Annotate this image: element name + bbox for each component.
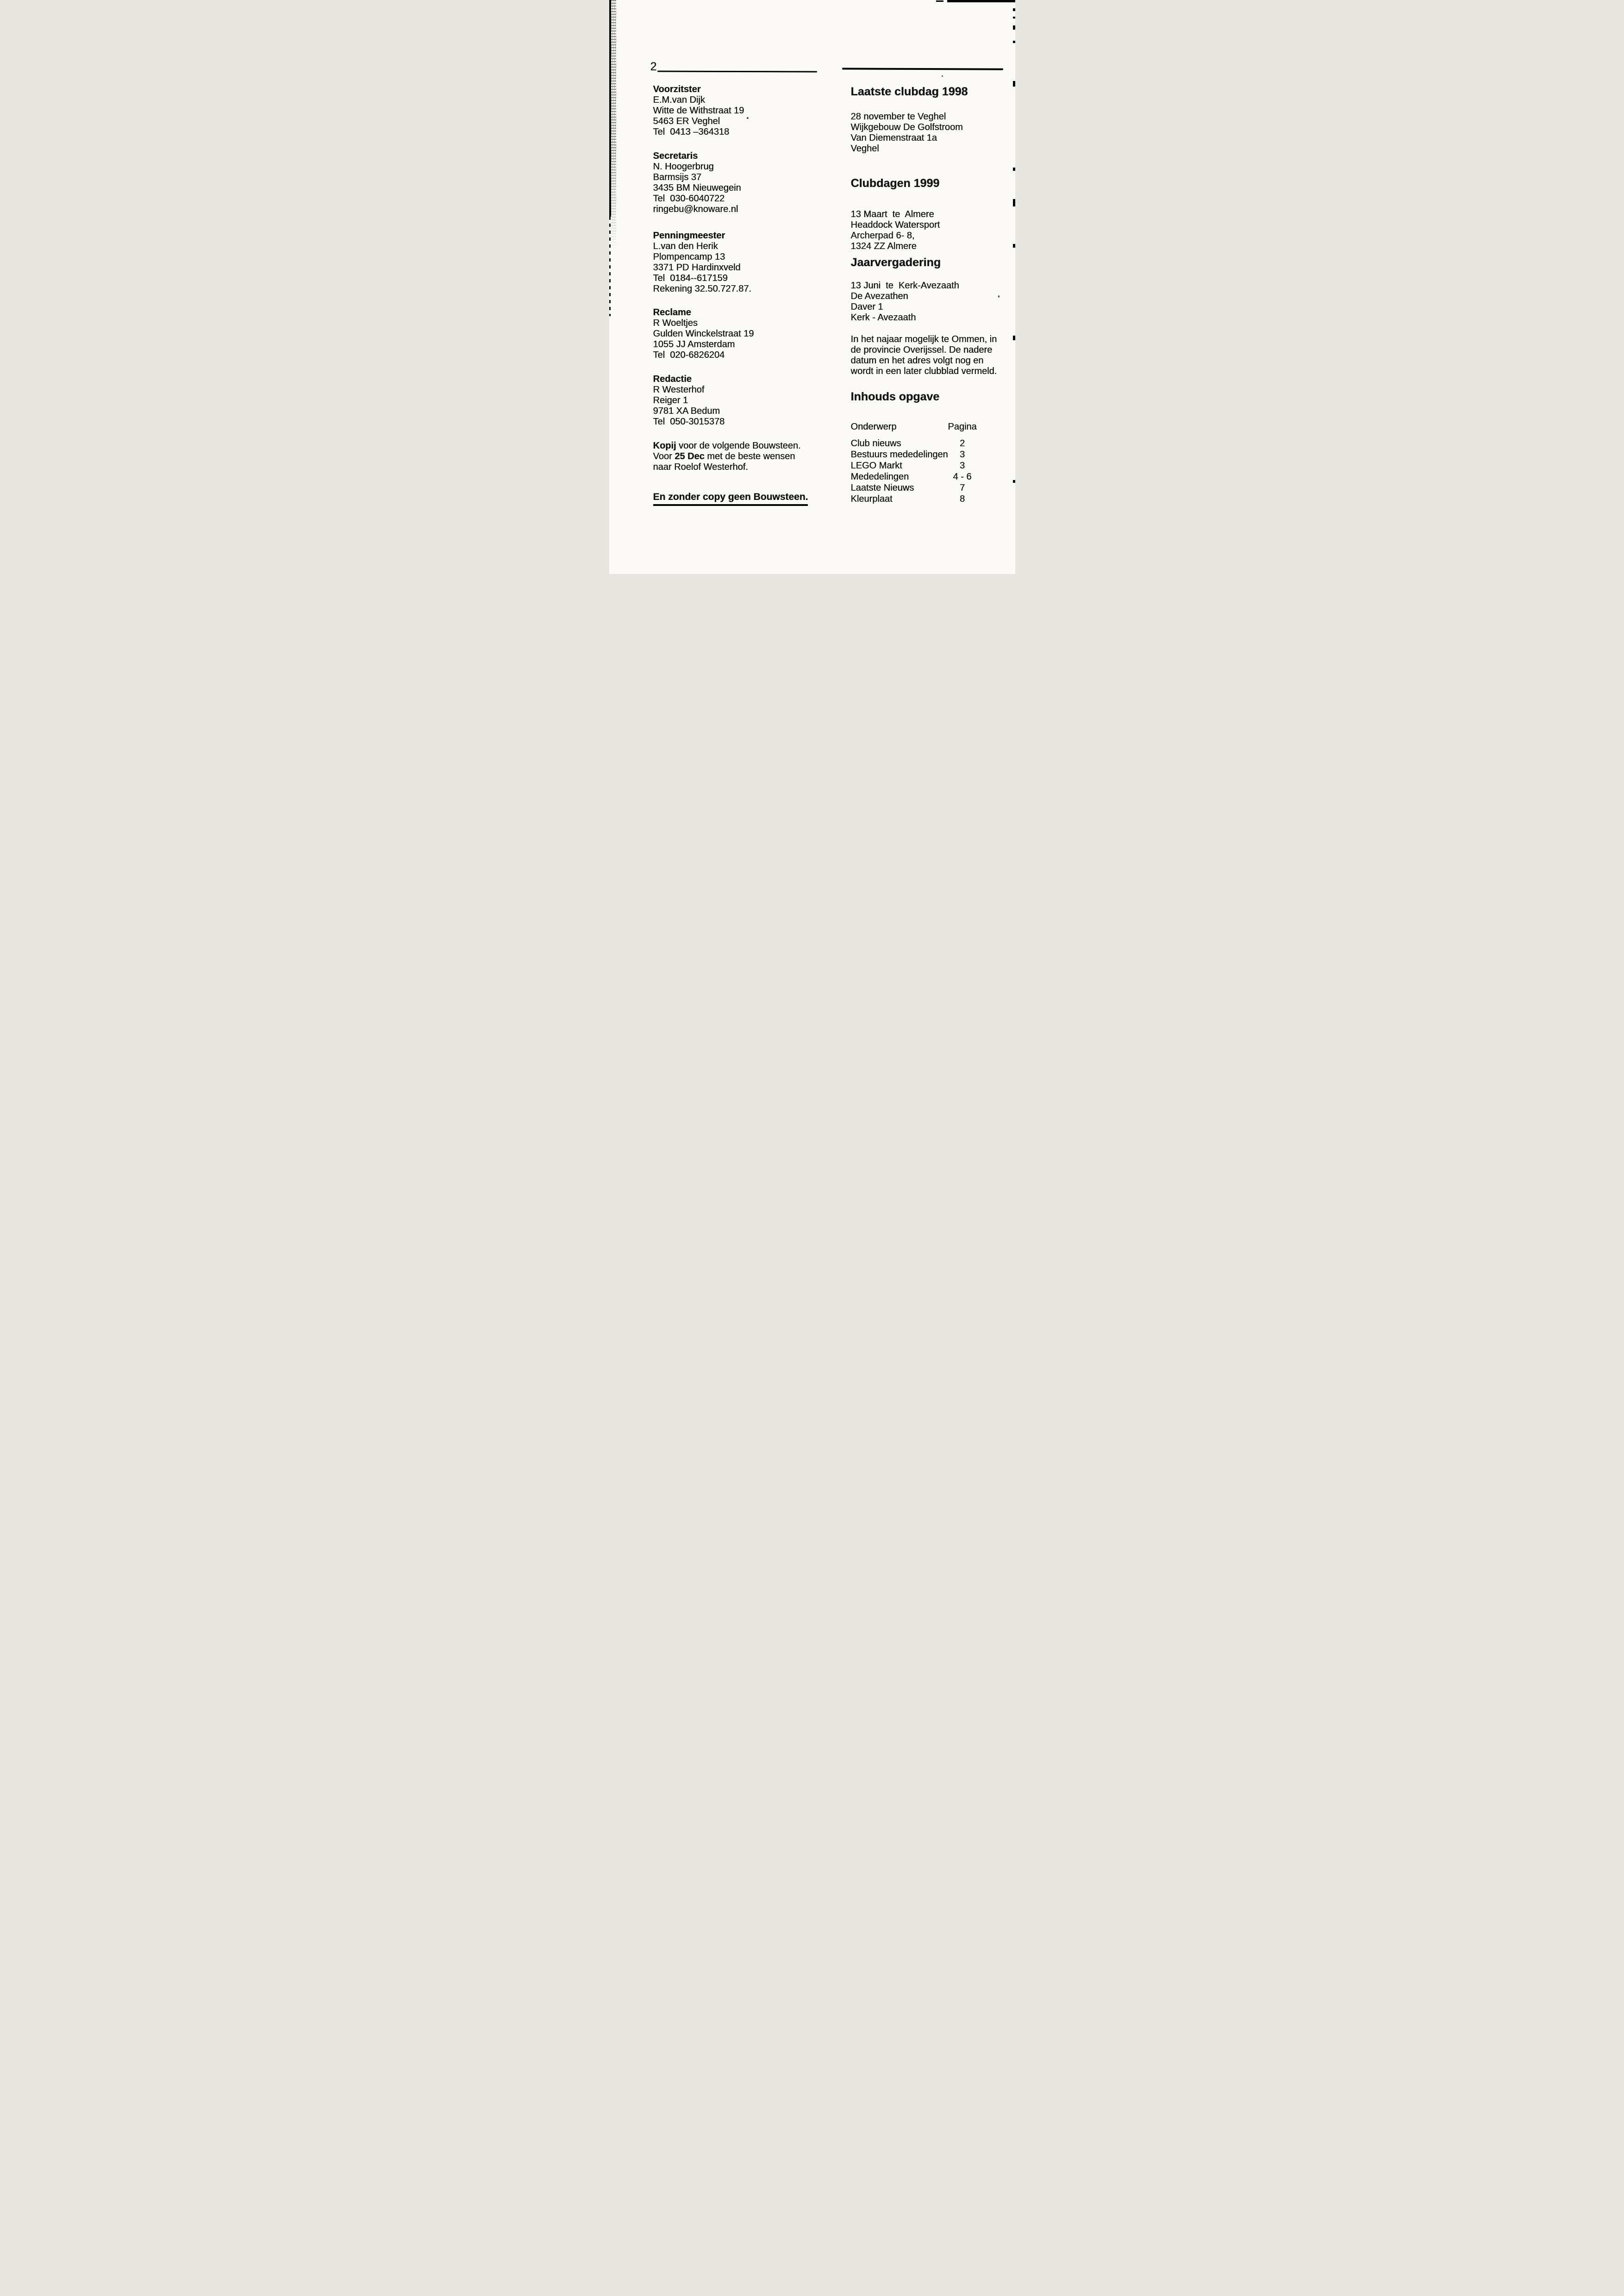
toc-page: 2 bbox=[959, 438, 965, 449]
event-line: 13 Juni te Kerk-Avezaath bbox=[850, 281, 959, 291]
kopij-deadline: 25 Dec bbox=[675, 451, 705, 462]
contact-line: N. Hoogerbrug bbox=[653, 162, 714, 172]
contact-line: Tel 030-6040722 bbox=[653, 193, 725, 204]
contact-line: Plompencamp 13 bbox=[653, 252, 725, 262]
contact-line: Rekening 32.50.727.87. bbox=[653, 284, 751, 294]
scan-right-edge-mark bbox=[1013, 244, 1015, 248]
toc-page: 8 bbox=[959, 494, 965, 504]
scan-right-edge-mark bbox=[1013, 199, 1015, 206]
contact-line: 1055 JJ Amsterdam bbox=[653, 339, 735, 349]
slogan-block bbox=[653, 492, 824, 506]
toc-subject: Laatste Nieuws bbox=[850, 483, 914, 493]
scan-right-edge-mark bbox=[1013, 168, 1015, 171]
contact-line: 3435 BM Nieuwegein bbox=[653, 183, 741, 193]
toc-row bbox=[851, 460, 1013, 471]
kopij-paragraph bbox=[653, 441, 824, 473]
event-line: 28 november te Veghel bbox=[850, 112, 946, 122]
scan-top-right-bar-fragment bbox=[936, 0, 943, 2]
section-heading-laatste-clubdag bbox=[851, 85, 1013, 98]
kopij-line: naar Roelof Westerhof. bbox=[653, 462, 748, 472]
scan-top-right-bar bbox=[947, 0, 1015, 2]
note-line: wordt in een later clubblad vermeld. bbox=[850, 366, 997, 376]
toc-row bbox=[851, 471, 1013, 482]
kopij-text: Voor bbox=[653, 451, 675, 462]
scan-speck bbox=[942, 75, 943, 77]
role-title: Reclame bbox=[653, 307, 691, 318]
kopij-line bbox=[653, 451, 824, 462]
contact-line: Tel 0184--617159 bbox=[653, 273, 728, 283]
contact-line: 9781 XA Bedum bbox=[653, 406, 720, 416]
contact-block-redactie bbox=[653, 374, 824, 427]
contact-block-secretaris bbox=[653, 151, 824, 215]
slogan-text: En zonder copy geen Bouwsteen. bbox=[653, 492, 808, 506]
header-rule-right bbox=[842, 68, 1003, 70]
scan-right-edge-mark bbox=[1013, 8, 1015, 11]
contact-line: 5463 ER Veghel bbox=[653, 116, 720, 126]
toc-subject: Mededelingen bbox=[850, 472, 909, 482]
toc-page: 3 bbox=[959, 449, 965, 460]
event-line: De Avezathen bbox=[850, 291, 908, 301]
note-line: de provincie Overijssel. De nadere bbox=[850, 345, 993, 355]
event-line: 13 Maart te Almere bbox=[850, 209, 934, 219]
contact-line: Reiger 1 bbox=[653, 395, 688, 406]
event-line: Wijkgebouw De Golfstroom bbox=[850, 122, 963, 132]
contact-line: 3371 PD Hardinxveld bbox=[653, 262, 741, 273]
page-number: 2 bbox=[650, 60, 657, 73]
contact-block-voorzitster bbox=[653, 84, 824, 137]
contact-block-penningmeester bbox=[653, 231, 824, 294]
contact-email: ringebu@knoware.nl bbox=[653, 204, 738, 214]
scan-right-edge-mark bbox=[1013, 336, 1015, 340]
contact-line: Gulden Winckelstraat 19 bbox=[653, 329, 754, 339]
najaar-note-paragraph bbox=[851, 334, 1013, 377]
toc-row bbox=[851, 449, 1013, 460]
toc-page: 4 - 6 bbox=[953, 472, 972, 482]
toc-subject: Club nieuws bbox=[850, 438, 901, 449]
toc-header-row bbox=[851, 421, 1013, 432]
toc-column-subject: Onderwerp bbox=[850, 422, 897, 432]
toc-subject: Kleurplaat bbox=[850, 494, 893, 504]
toc-heading bbox=[851, 390, 1013, 403]
event-line: Headdock Watersport bbox=[850, 220, 940, 230]
kopij-line bbox=[653, 441, 824, 451]
kopij-bold: Kopij bbox=[653, 441, 676, 451]
section-body-laatste-clubdag bbox=[851, 112, 1013, 154]
contact-line: Tel 050-3015378 bbox=[653, 417, 725, 427]
event-line: Veghel bbox=[850, 144, 879, 154]
header-rule-left bbox=[657, 71, 817, 73]
event-line: Kerk - Avezaath bbox=[850, 312, 916, 323]
event-line: Archerpad 6- 8, bbox=[850, 231, 915, 241]
kopij-text: met de beste wensen bbox=[704, 451, 795, 462]
scan-left-edge-speckles bbox=[611, 0, 616, 252]
section-heading-jaarvergadering bbox=[851, 256, 1013, 269]
note-line: datum en het adres volgt nog en bbox=[850, 356, 984, 366]
section-heading-clubdagen bbox=[851, 177, 1013, 190]
contact-line: R Woeltjes bbox=[653, 318, 698, 328]
scan-right-edge-mark bbox=[1013, 41, 1015, 43]
section-title: Laatste clubdag 1998 bbox=[850, 85, 968, 98]
contact-block-reclame bbox=[653, 307, 824, 361]
toc-row bbox=[851, 482, 1013, 493]
event-line: Van Diemenstraat 1a bbox=[850, 133, 937, 143]
section-body-clubdagen bbox=[851, 209, 1013, 252]
scanned-newsletter-page bbox=[609, 0, 1015, 574]
contact-line: Witte de Withstraat 19 bbox=[653, 106, 744, 116]
role-title: Redactie bbox=[653, 374, 692, 384]
role-title: Secretaris bbox=[653, 151, 698, 161]
toc-row bbox=[851, 493, 1013, 505]
section-body-jaarvergadering bbox=[851, 281, 1013, 323]
contact-line: L.van den Herik bbox=[653, 241, 718, 251]
contact-line: E.M.van Dijk bbox=[653, 95, 705, 105]
section-title: Jaarvergadering bbox=[850, 256, 941, 269]
toc-subject: LEGO Markt bbox=[850, 461, 902, 471]
scan-right-edge-mark bbox=[1013, 81, 1015, 87]
event-line: Daver 1 bbox=[850, 302, 883, 312]
toc-page: 3 bbox=[959, 461, 965, 471]
scan-right-edge-mark bbox=[1013, 480, 1015, 483]
toc-page: 7 bbox=[959, 483, 965, 493]
contact-line: R Westerhof bbox=[653, 385, 705, 395]
toc-column-page: Pagina bbox=[948, 422, 977, 432]
kopij-text: voor de volgende Bouwsteen. bbox=[676, 441, 801, 451]
toc-rows bbox=[851, 438, 1013, 505]
note-line: In het najaar mogelijk te Ommen, in bbox=[850, 334, 997, 344]
scan-right-edge-mark bbox=[1013, 17, 1015, 19]
event-line: 1324 ZZ Almere bbox=[850, 241, 917, 251]
scan-right-edge-mark bbox=[1013, 25, 1015, 30]
contact-line: Tel 020-6826204 bbox=[653, 350, 725, 360]
role-title: Penningmeester bbox=[653, 231, 725, 241]
toc-subject: Bestuurs mededelingen bbox=[850, 449, 948, 460]
contact-line: Tel 0413 –364318 bbox=[653, 127, 730, 137]
scan-left-edge-fade bbox=[609, 217, 611, 316]
section-title: Clubdagen 1999 bbox=[850, 177, 940, 190]
section-title: Inhouds opgave bbox=[850, 390, 940, 403]
contact-line: Barmsijs 37 bbox=[653, 172, 701, 182]
toc-row bbox=[851, 438, 1013, 449]
role-title: Voorzitster bbox=[653, 84, 701, 94]
